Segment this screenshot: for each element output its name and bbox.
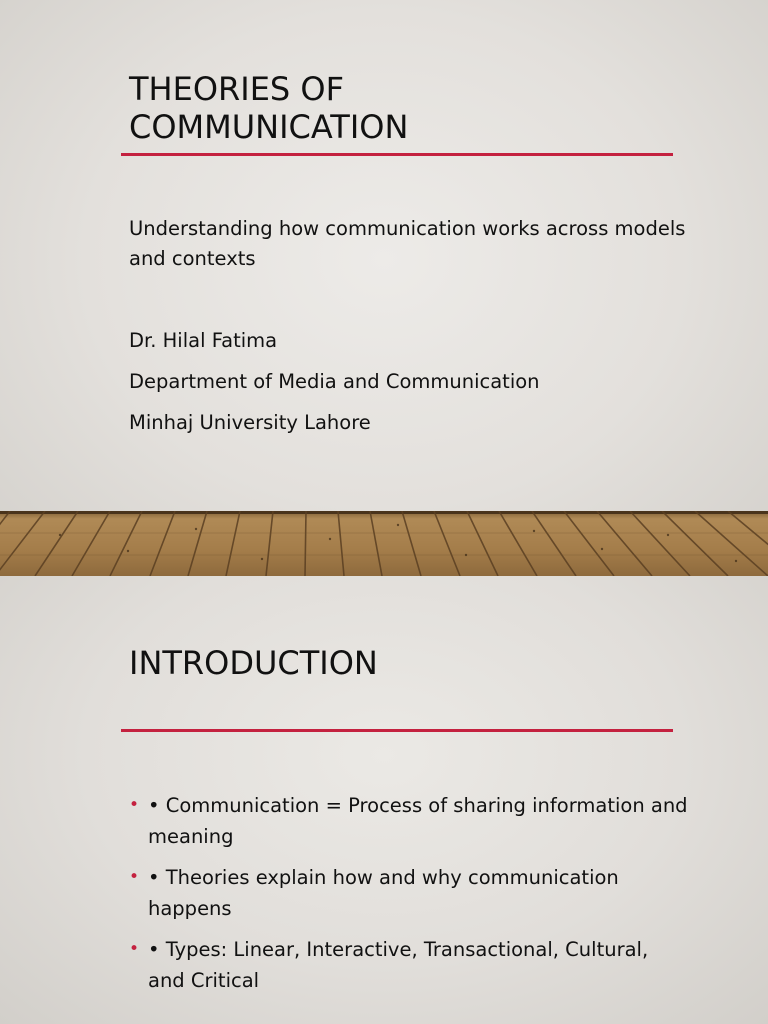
title-underline [121, 729, 673, 732]
bullet-item [129, 862, 689, 924]
bullet-item [129, 790, 689, 852]
bullet-list [129, 790, 689, 1006]
introduction-slide [0, 576, 768, 1024]
author-name: Dr. Hilal Fatima [129, 329, 278, 352]
bullet-text: • Types: Linear, Interactive, Transactional, Cultural, and Critical [148, 938, 649, 992]
slide-subtitle: Understanding how communication works across models and contexts [129, 217, 686, 270]
department-name: Department of Media and Communication [129, 370, 540, 393]
university-name: Minhaj University Lahore [129, 411, 371, 434]
title-underline [121, 153, 673, 156]
slide-title: THEORIES OF COMMUNICATION [129, 70, 409, 146]
bullet-icon: • [129, 939, 140, 959]
bullet-item [129, 934, 689, 996]
bullet-icon: • [129, 867, 140, 887]
wood-floor-image [0, 511, 768, 576]
slide-title: INTRODUCTION [129, 644, 378, 682]
bullet-text: • Theories explain how and why communication happens [148, 866, 619, 920]
bullet-icon: • [129, 795, 140, 815]
bullet-text: • Communication = Process of sharing information and meaning [148, 794, 688, 848]
